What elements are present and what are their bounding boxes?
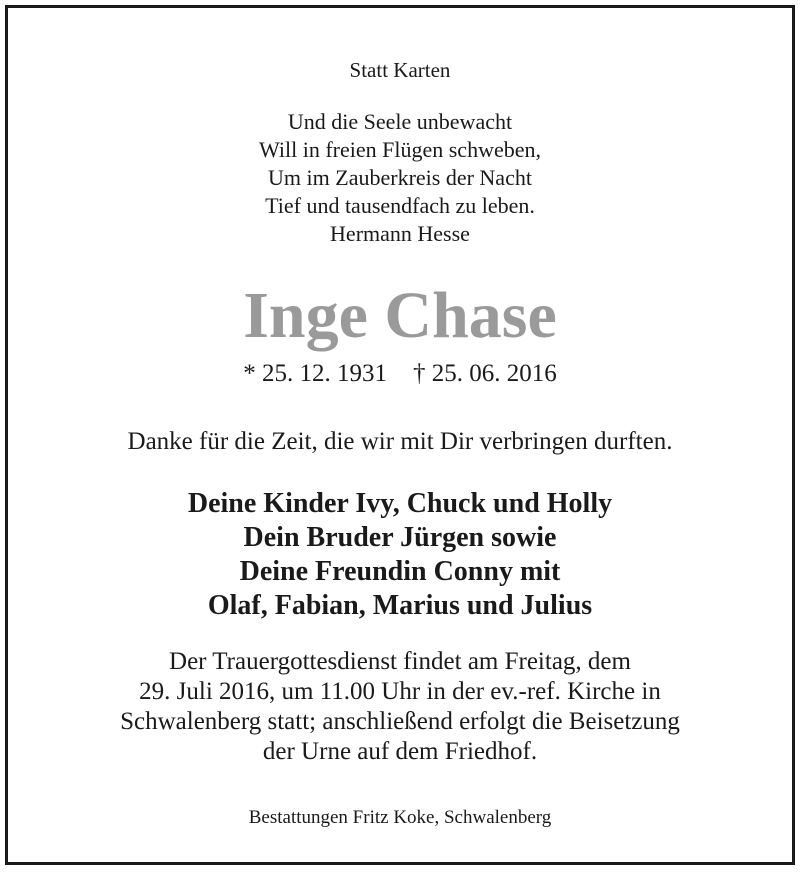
mourner-line: Dein Bruder Jürgen sowie xyxy=(243,522,557,553)
preheader: Statt Karten xyxy=(349,58,451,82)
mourner-line: Deine Kinder Ivy, Chuck und Holly xyxy=(187,488,613,519)
thanks-text: Danke für die Zeit, die wir mit Dir verbringen durften. xyxy=(127,428,673,455)
poem-line: Und die Seele unbewacht xyxy=(287,109,513,134)
service-info xyxy=(0,647,800,767)
birth-date: * 25. 12. 1931 xyxy=(243,360,387,387)
mourner-line: Olaf, Fabian, Marius und Julius xyxy=(207,590,593,621)
poem xyxy=(0,108,800,248)
deceased-name: Inge Chase xyxy=(243,279,557,352)
mourners-list xyxy=(0,487,800,623)
service-line: 29. Juli 2016, um 11.00 Uhr in der ev.-ref. Kirche in xyxy=(139,678,661,705)
mourner-line: Deine Freundin Conny mit xyxy=(239,556,561,587)
service-line: Der Trauergottesdienst findet am Freitag, dem xyxy=(169,648,631,675)
poem-author: Hermann Hesse xyxy=(330,221,470,246)
poem-line: Will in freien Flügen schweben, xyxy=(259,137,541,162)
death-date: † 25. 06. 2016 xyxy=(413,360,557,387)
funeral-home: Bestattungen Fritz Koke, Schwalenberg xyxy=(248,807,552,828)
poem-line: Um im Zauberkreis der Nacht xyxy=(268,165,532,190)
life-dates xyxy=(0,358,800,390)
service-line: Schwalenberg statt; anschließend erfolgt die Beisetzung xyxy=(120,708,680,735)
poem-line: Tief und tausendfach zu leben. xyxy=(265,193,535,218)
service-line: der Urne auf dem Friedhof. xyxy=(262,738,538,765)
